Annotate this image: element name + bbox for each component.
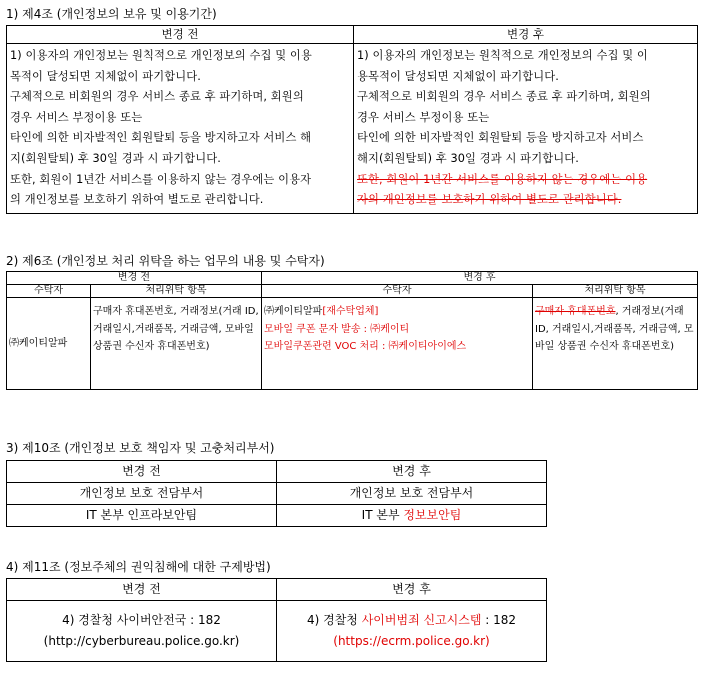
text: IT 본부 [361,508,404,522]
section2-table [6,271,698,390]
section3-after-row1: 개인정보 보호 전담부서 [277,483,547,505]
text-line: 의 개인정보를 보호하기 위하여 별도로 관리합니다. [10,193,264,207]
section1-table [6,25,698,214]
section2-after-header: 변경 후 [262,272,698,285]
section1-before-cell [7,44,354,214]
text-line: 용목적이 달성되면 지체없이 파기합니다. [357,69,559,83]
changed-url: (https://ecrm.police.go.kr) [333,634,490,648]
text-line: (http://cyberbureau.police.go.kr) [43,634,240,648]
text-line: 4) 경찰청 사이버안전국 : 182 [62,613,221,627]
deleted-text-line: 또한, 회원이 1년간 서비스를 이용하지 않는 경우에는 이용 [357,172,648,186]
text: 4) 경찰청 [306,613,362,627]
text-line: 해지(회원탈퇴) 후 30일 경과 시 파기합니다. [357,151,579,165]
text-line: 타인에 의한 비자발적인 회원탈퇴 등을 방지하고자 서비스 [357,131,644,145]
section1-before-header: 변경 전 [7,26,354,44]
col-header-trustee: 수탁자 [262,285,533,298]
text-line: 1) 이용자의 개인정보는 원칙적으로 개인정보의 수집 및 이용 [10,49,312,62]
section3-table [6,460,547,527]
text-line: 구체적으로 비회원의 경우 서비스 종료 후 파기하며, 회원의 [10,90,304,104]
section2-after-items [533,298,698,390]
section3-title: 3) 제10조 (개인정보 보호 책임자 및 고충처리부서) [6,441,275,455]
section2-after-trustee [262,298,533,390]
changed-text: 사이버범죄 신고시스템 [361,613,482,627]
text-line: 1) 이용자의 개인정보는 원칙적으로 개인정보의 수집 및 이 [357,49,648,62]
section4-before-cell [7,601,277,662]
section4-before-header: 변경 전 [7,579,277,601]
section4-after-cell [277,601,547,662]
text-line: 경우 서비스 부정이용 또는 [357,110,490,124]
deleted-text-line: 자의 개인정보를 보호하기 위하여 별도로 관리합니다. [357,193,622,207]
section2-before-header: 변경 전 [7,272,262,285]
section4-after-header: 변경 후 [277,579,547,601]
section3-after-row2 [277,505,547,527]
col-header-items: 처리위탁 항목 [91,285,262,298]
section2-before-items: 구매자 휴대폰번호, 거래정보(거래 ID, 거래일시,거래품목, 거래금액, 모바일 상품권 수신자 휴대폰번호) [91,298,262,390]
section4-title: 4) 제11조 (정보주체의 권익침해에 대한 구제방법) [6,560,271,574]
section2-before-trustee: ㈜케이티알파 [7,298,91,390]
section3-before-row2: IT 본부 인프라보안팀 [7,505,277,527]
text-line: 지(회원탈퇴) 후 30일 경과 시 파기합니다. [10,151,221,165]
section1-after-header: 변경 후 [354,26,698,44]
text-line: 목적이 달성되면 지체없이 파기합니다. [10,69,201,83]
section3-before-header: 변경 전 [7,461,277,483]
text-line: 경우 서비스 부정이용 또는 [10,110,143,124]
trustee-name: ㈜케이티알파 [264,306,323,317]
section1-title: 1) 제4조 (개인정보의 보유 및 이용기간) [6,7,217,21]
section4-table [6,578,547,662]
col-header-trustee: 수탁자 [7,285,91,298]
added-text: 모바일 쿠폰 문자 발송 : ㈜케이티 [264,323,410,335]
changed-text: 정보보안팀 [403,508,462,522]
section3-before-row1: 개인정보 보호 전담부서 [7,483,277,505]
section1-after-cell [354,44,698,214]
text: : 182 [481,613,517,627]
text-line: 또한, 회원이 1년간 서비스를 이용하지 않는 경우에는 이용자 [10,172,312,186]
text-line: 타인에 의한 비자발적인 회원탈퇴 등을 방지하고자 서비스 해 [10,131,312,145]
deleted-text: 구매자 휴대폰번호 [535,306,616,317]
col-header-items: 처리위탁 항목 [533,285,698,298]
text-line: 구체적으로 비회원의 경우 서비스 종료 후 파기하며, 회원의 [357,90,651,104]
added-text: [재수탁업체] [322,306,379,317]
added-text: 모바일쿠폰관련 VOC 처리 : ㈜케이티아이에스 [264,341,467,352]
section3-after-header: 변경 후 [277,461,547,483]
items-text: , 거래정보(거래 ID, 거래일시,거래품목, 거래금액, 모바일 상품권 수신자 휴대폰번호) [535,306,694,352]
section2-title: 2) 제6조 (개인정보 처리 위탁을 하는 업무의 내용 및 수탁자) [6,254,325,268]
